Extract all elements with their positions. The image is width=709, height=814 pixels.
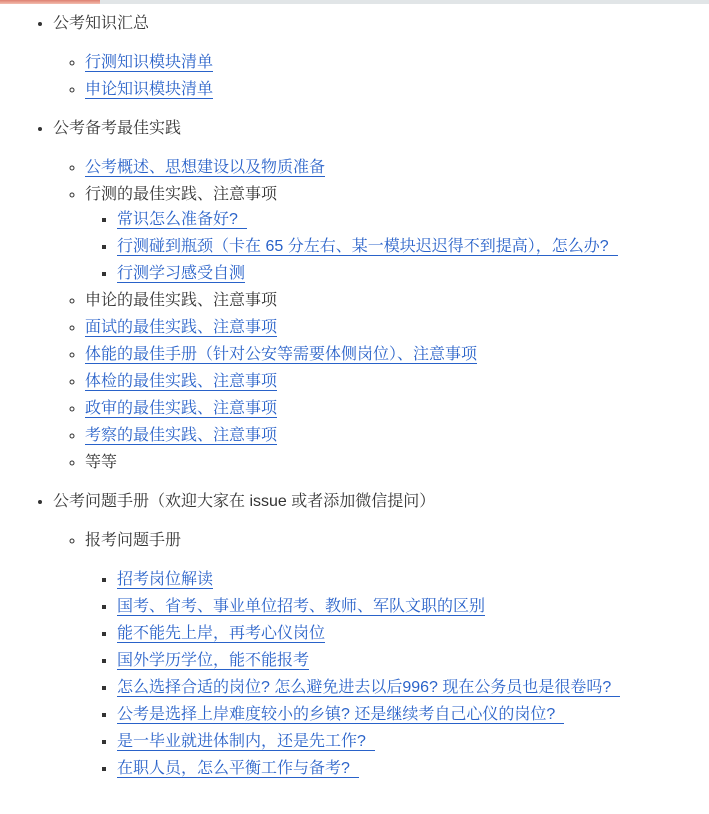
- link-overview-preparation[interactable]: 公考概述、思想建设以及物质准备: [85, 159, 326, 176]
- list-item: [85, 527, 693, 782]
- section-title-knowledge-summary: 公考知识汇总: [53, 15, 150, 32]
- list-item: [85, 154, 693, 181]
- list-item: [117, 260, 693, 287]
- link-township-vs-ideal-position[interactable]: 公考是选择上岸难度较小的乡镇? 还是继续考自己心仪的岗位?: [117, 706, 564, 724]
- link-choose-position-avoid-996[interactable]: 怎么选择合适的岗位? 怎么避免进去以后996? 现在公务员也是很卷吗?: [117, 679, 620, 697]
- list-item: [117, 593, 693, 620]
- item-etc: 等等: [85, 454, 118, 471]
- list-item: [85, 314, 693, 341]
- link-xingce-bottleneck[interactable]: 行测碰到瓶颈（卡在 65 分左右、某一模块迟迟得不到提高），怎么办?: [117, 238, 618, 256]
- list-item: [117, 728, 693, 755]
- link-mianshi-best-practice[interactable]: 面试的最佳实践、注意事项: [85, 319, 278, 336]
- list-item: [53, 488, 693, 782]
- link-foreign-degree-eligibility[interactable]: 国外学历学位，能不能报考: [117, 652, 310, 669]
- sublist: [53, 49, 693, 103]
- item-xingce-best-practice-title: 行测的最佳实践、注意事项: [85, 186, 278, 203]
- link-zhengshen-best-practice[interactable]: 政审的最佳实践、注意事项: [85, 400, 278, 417]
- list-item: [85, 287, 693, 314]
- list-item: [117, 755, 693, 782]
- list-item: [85, 449, 693, 476]
- list-item: [117, 566, 693, 593]
- outline-root-list: [21, 10, 693, 782]
- scroll-progress-track: [0, 0, 709, 4]
- list-item: [53, 115, 693, 476]
- list-item: [85, 181, 693, 287]
- link-xingce-module-list[interactable]: 行测知识模块清单: [85, 54, 214, 71]
- link-shangan-first-then-ideal-job[interactable]: 能不能先上岸，再考心仪岗位: [117, 625, 326, 642]
- sublist: [85, 566, 693, 782]
- list-item: [117, 206, 693, 233]
- sublist: [85, 206, 693, 287]
- list-item: [117, 233, 693, 260]
- link-tijian-best-practice[interactable]: 体检的最佳实践、注意事项: [85, 373, 278, 390]
- readme-outline: [0, 4, 709, 814]
- link-xingce-self-test[interactable]: 行测学习感受自测: [117, 265, 246, 282]
- link-job-position-guide[interactable]: 招考岗位解读: [117, 571, 214, 588]
- link-changshi-how-to-prepare[interactable]: 常识怎么准备好?: [117, 211, 247, 229]
- list-item: [117, 674, 693, 701]
- sublist: [53, 527, 693, 782]
- list-item: [85, 76, 693, 103]
- list-item: [117, 701, 693, 728]
- list-item: [53, 10, 693, 103]
- list-item: [85, 422, 693, 449]
- link-exam-type-differences[interactable]: 国考、省考、事业单位招考、教师、军队文职的区别: [117, 598, 486, 615]
- section-title-question-handbook: 公考问题手册（欢迎大家在 issue 或者添加微信提问）: [53, 493, 436, 510]
- item-shenlun-best-practice-title: 申论的最佳实践、注意事项: [85, 292, 278, 309]
- link-shenlun-module-list[interactable]: 申论知识模块清单: [85, 81, 214, 98]
- section-title-best-practices: 公考备考最佳实践: [53, 120, 182, 137]
- sublist: [53, 154, 693, 476]
- list-item: [117, 647, 693, 674]
- item-apply-question-handbook-title: 报考问题手册: [85, 532, 182, 549]
- link-graduate-or-work-first[interactable]: 是一毕业就进体制内，还是先工作?: [117, 733, 375, 751]
- list-item: [85, 49, 693, 76]
- list-item: [85, 395, 693, 422]
- link-tineng-handbook[interactable]: 体能的最佳手册（针对公安等需要体侧岗位）、注意事项: [85, 346, 478, 363]
- list-item: [85, 341, 693, 368]
- link-working-people-balance[interactable]: 在职人员，怎么平衡工作与备考?: [117, 760, 359, 778]
- scroll-progress-fill: [0, 0, 100, 4]
- link-kaocha-best-practice[interactable]: 考察的最佳实践、注意事项: [85, 427, 278, 444]
- list-item: [117, 620, 693, 647]
- list-item: [85, 368, 693, 395]
